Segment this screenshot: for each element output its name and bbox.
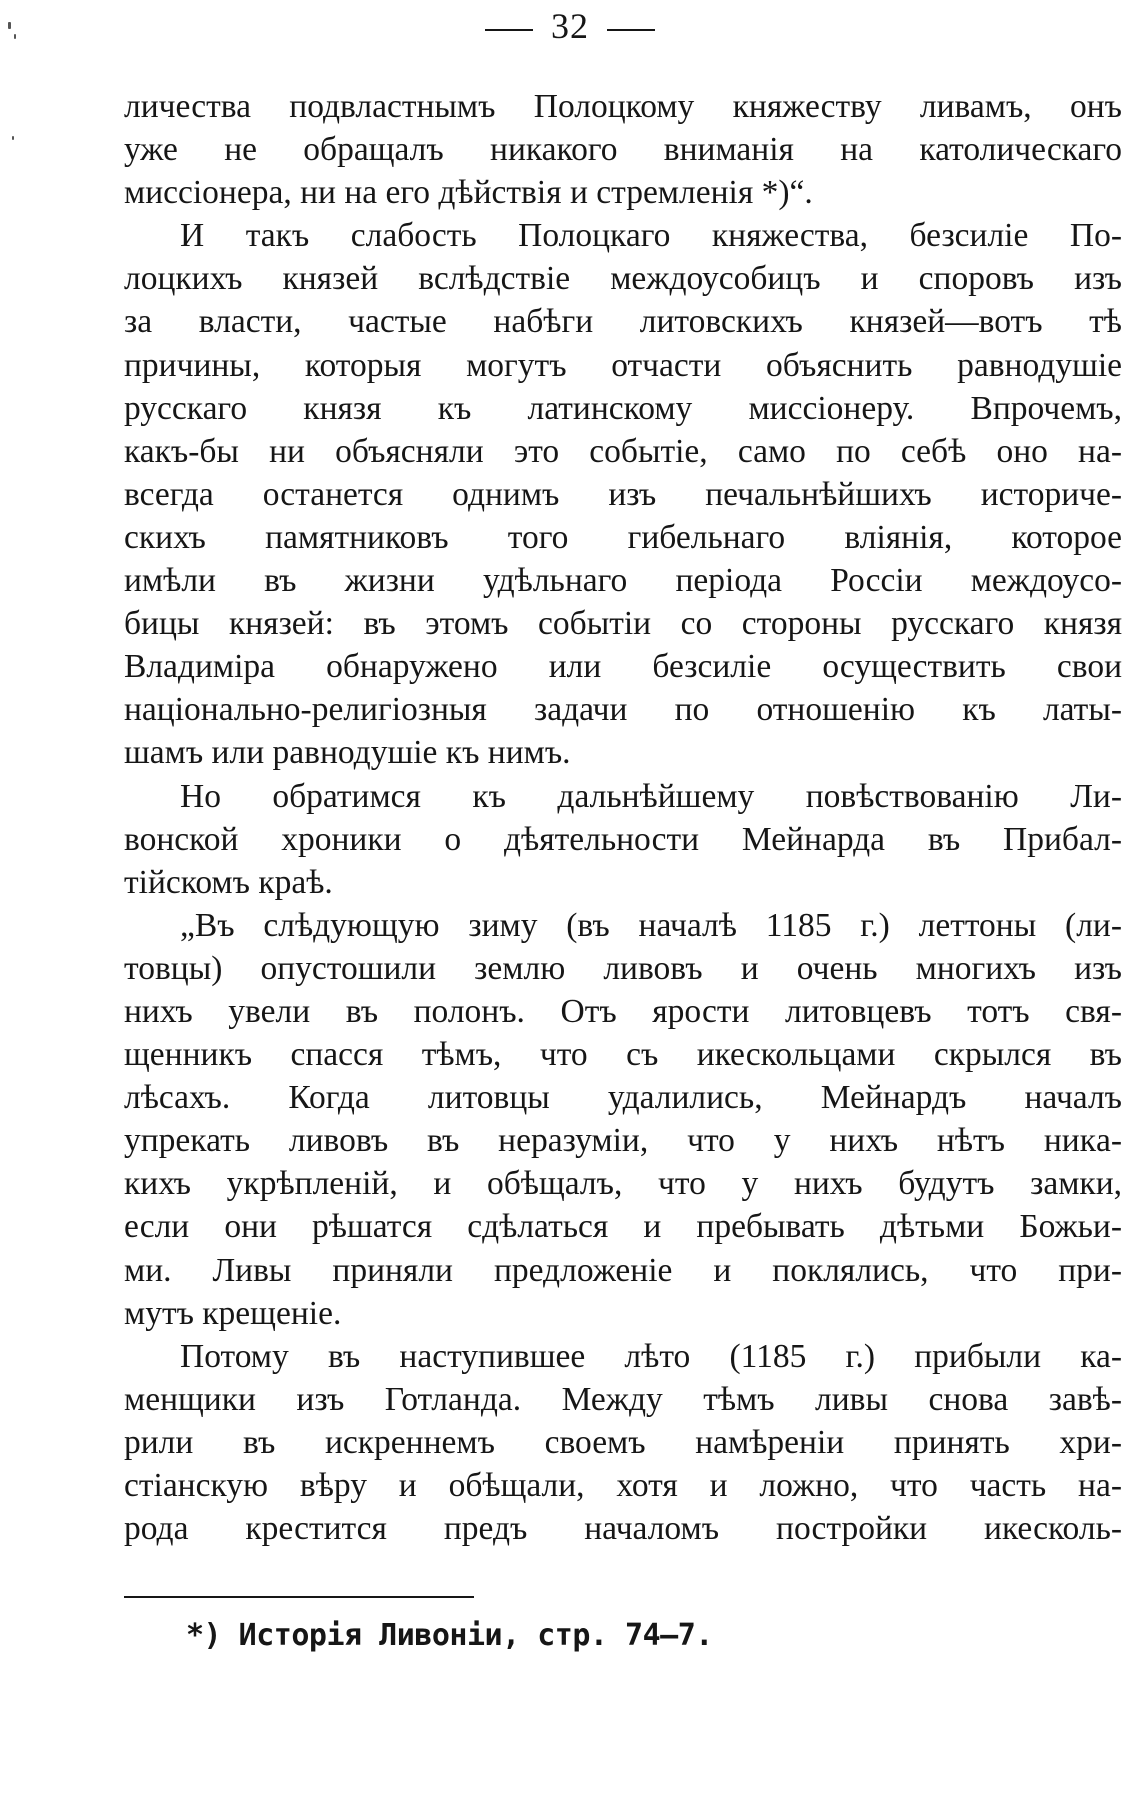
text-line: вонской хроники о дѣятельности Мейнарда въ Прибал-	[124, 820, 1122, 858]
text-line: Потому въ наступившее лѣто (1185 г.) прибыли ка-	[180, 1337, 1122, 1375]
text-line: рили въ искреннемъ своемъ намѣреніи принять хри-	[124, 1423, 1122, 1461]
text-line: И такъ слабость Полоцкаго княжества, безсиліе По-	[180, 217, 1122, 255]
text-line: товцы) опустошили землю ливовъ и очень многихъ изъ	[124, 949, 1122, 987]
text-line: всегда останется однимъ изъ печальнѣйшихъ историче-	[124, 475, 1122, 513]
text-line: упрекать ливовъ въ неразуміи, что у нихъ нѣтъ никa-	[124, 1122, 1122, 1160]
footnote-rule	[124, 1596, 474, 1598]
text-line: щенникъ спасся тѣмъ, что съ икескольцами скрылся въ	[124, 1036, 1122, 1074]
footnote: *) Исторія Ливоніи, стр. 74—7.	[186, 1618, 713, 1653]
body-text	[124, 85, 1122, 1550]
text-line: національно-религіозныя задачи по отношенію къ латы-	[124, 691, 1122, 729]
text-line: лѣсахъ. Когда литовцы удалились, Мейнардъ началъ	[124, 1079, 1122, 1117]
text-line: миссіонера, ни на его дѣйствія и стремленія *)“.	[124, 174, 813, 212]
text-line: нихъ увели въ полонъ. Отъ ярости литовцевъ тотъ свя-	[124, 992, 1122, 1030]
text-line: если они рѣшатся сдѣлаться и пребывать дѣтьми Божьи-	[124, 1208, 1122, 1246]
text-line: шамъ или равнодушіе къ нимъ.	[124, 734, 571, 772]
text-line: лоцкихъ князей вслѣдствіе междоусобицъ и споровъ изъ	[124, 260, 1122, 298]
text-line: менщики изъ Готланда. Между тѣмъ ливы снова завѣ-	[124, 1380, 1122, 1418]
text-line: за власти, частые набѣги литовскихъ князей—вотъ тѣ	[124, 303, 1122, 341]
text-line: рода крестится предъ началомъ постройки икесколь-	[124, 1510, 1122, 1548]
scan-speck	[8, 22, 11, 29]
text-line: Владиміра обнаружено или безсиліе осуществить свои	[124, 648, 1122, 686]
text-line: стіанскую вѣру и обѣщали, хотя и ложно, что часть на-	[124, 1467, 1122, 1504]
text-line: личества подвластнымъ Полоцкому княжеству ливамъ, онъ	[124, 88, 1122, 125]
text-line: мутъ крещеніе.	[124, 1294, 342, 1332]
text-line: бицы князей: въ этомъ событіи со стороны русскаго князя	[124, 605, 1122, 643]
page-number-header	[0, 6, 1140, 46]
page-number: 32	[551, 6, 589, 46]
text-line: тійскомъ краѣ.	[124, 863, 333, 901]
text-line: русскаго князя къ латинскому миссіонеру. Впрочемъ,	[124, 389, 1122, 427]
dash-right	[607, 29, 655, 31]
scan-speck	[14, 34, 16, 39]
text-line: имѣли въ жизни удѣльнаго періода Россіи междоусо-	[124, 562, 1122, 600]
text-line: уже не обращалъ никакого вниманія на католическаго	[124, 131, 1122, 169]
text-line: скихъ памятниковъ того гибельнаго вліянія, которое	[124, 518, 1122, 556]
text-line: Но обратимся къ дальнѣйшему повѣствованію Ли-	[180, 777, 1122, 815]
scan-speck	[12, 136, 14, 140]
text-line: какъ-бы ни объясняли это событіе, само по себѣ оно на-	[124, 432, 1122, 470]
text-line: причины, которыя могутъ отчасти объяснить равнодушіе	[124, 346, 1122, 384]
text-line: „Въ слѣдующую зиму (въ началѣ 1185 г.) леттоны (ли-	[180, 906, 1122, 944]
text-line: ми. Ливы приняли предложеніе и поклялись, что при-	[124, 1251, 1122, 1289]
dash-left	[485, 29, 533, 31]
text-line: кихъ укрѣпленій, и обѣщалъ, что у нихъ будутъ замки,	[124, 1165, 1122, 1203]
